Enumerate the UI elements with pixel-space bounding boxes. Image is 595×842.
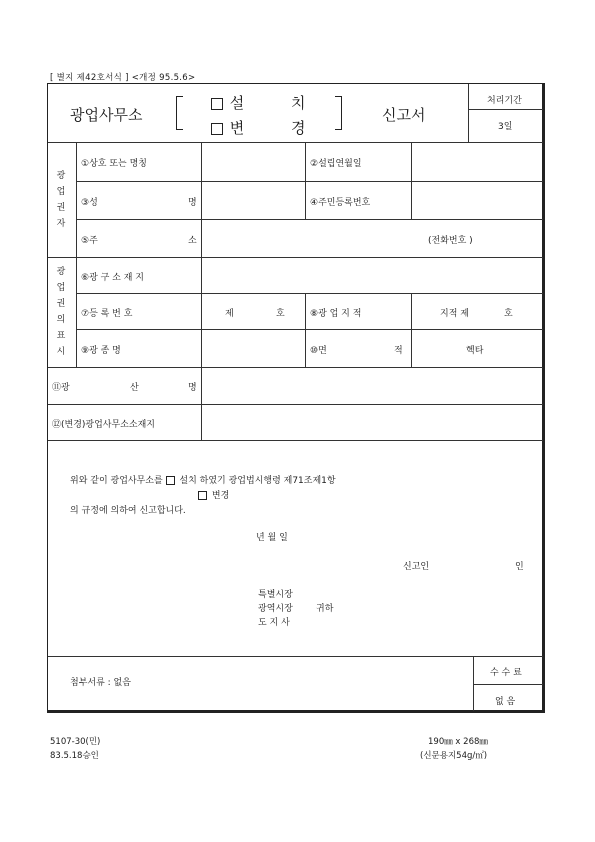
size-label-a: ⑩면: [310, 346, 327, 356]
name-label: ①상호 또는 명칭: [81, 159, 147, 169]
row-divider: [48, 440, 543, 441]
left-bracket: [176, 96, 183, 130]
mid-col-line: [305, 293, 306, 367]
section-display-label: [54, 264, 68, 360]
change-char1: 변: [229, 119, 245, 137]
change-option: [211, 117, 244, 138]
seal-label: 인: [515, 562, 524, 572]
person-label-b: 명: [188, 198, 197, 208]
footer-code: 5107-30(민): [50, 737, 101, 747]
report-title: 신고서: [382, 106, 426, 124]
section-char: 권: [56, 203, 66, 213]
install-char2: 치: [291, 94, 306, 112]
size-label-b: 적: [394, 346, 403, 356]
declaration-line1: [70, 473, 336, 486]
row-divider: [76, 181, 543, 182]
person-label-a: ③성: [81, 198, 98, 208]
reg-value-b: 호: [276, 309, 285, 319]
mine-label-a: ⑪광: [52, 383, 70, 393]
section-holder-label: [54, 168, 68, 232]
footer-size: 190㎜ x 268㎜: [428, 737, 488, 747]
id-label: ④주민등록번호: [310, 198, 371, 208]
period-label: 처리기간: [487, 96, 522, 106]
section-char: 광: [56, 171, 66, 181]
value-col-line: [201, 257, 202, 440]
declaration-text: 변경: [211, 491, 230, 501]
attachments-label: 첨부서류 : 없음: [70, 678, 131, 688]
section-char: 권: [56, 299, 66, 309]
period-value: 3일: [498, 122, 513, 132]
declaration-text: 위와 같이 광업사무소를: [70, 476, 163, 486]
office-addr-label: ⑫(변경)광업사무소소재지: [52, 420, 155, 430]
declaration-line3: 의 규정에 의하여 신고합니다.: [70, 506, 186, 516]
row-divider: [76, 329, 543, 330]
phone-label: (전화번호 ): [428, 236, 473, 246]
fee-divider: [473, 684, 543, 685]
section-divider: [48, 367, 543, 368]
declaration-line2: [198, 488, 229, 501]
change-checkbox[interactable]: [211, 123, 223, 135]
row-divider: [48, 404, 543, 405]
section-char: 의: [56, 315, 66, 325]
install-option: [211, 92, 244, 113]
fee-label: 수 수 료: [490, 668, 522, 678]
office-title: 광업사무소: [70, 106, 143, 124]
row-divider: [48, 656, 543, 657]
period-left-line: [468, 84, 469, 142]
section-char: 업: [56, 283, 66, 293]
area-value-a: 지적 제: [440, 309, 469, 319]
value-col-line: [201, 219, 202, 257]
section-divider: [48, 257, 543, 258]
fee-value: 없 음: [495, 697, 516, 707]
area-label: ⑧광 업 지 적: [310, 309, 362, 319]
reporter-label: 신고인: [403, 562, 430, 572]
section-char: 업: [56, 187, 66, 197]
size-value: 헥타: [466, 346, 484, 356]
period-divider: [468, 109, 543, 110]
install-checkbox-small[interactable]: [166, 476, 175, 485]
form-caption: [ 별지 제42호서식 ] <개정 95.5.6>: [50, 73, 196, 83]
section-char: 시: [56, 347, 66, 357]
addr-label-a: ⑤주: [81, 236, 98, 246]
row-divider: [76, 219, 543, 220]
footer-approval: 83.5.18승인: [50, 751, 99, 761]
reg-value-a: 제: [225, 309, 234, 319]
right-col-line: [411, 293, 412, 367]
section-char: 자: [56, 219, 66, 229]
declaration-text: 설치 하였기 광업법시행령 제71조제1항: [179, 476, 336, 486]
change-char2: 경: [291, 119, 306, 137]
header-divider: [48, 142, 543, 143]
mine-label-b: 산: [130, 383, 139, 393]
report-form: [47, 83, 545, 713]
footer-paper: (신문용지54g/㎡): [420, 751, 488, 761]
date-line: 년 월 일: [256, 533, 288, 543]
right-bracket: [335, 96, 342, 130]
mine-label-c: 명: [188, 383, 197, 393]
recipient2: 광역시장: [258, 604, 293, 614]
area-value-b: 호: [504, 309, 513, 319]
label-col-line: [76, 142, 77, 367]
section-char: 표: [56, 331, 66, 341]
row-divider: [76, 293, 543, 294]
right-col-line: [411, 142, 412, 219]
value-col-line: [201, 142, 202, 219]
mid-col-line: [305, 142, 306, 219]
recipient1: 특별시장: [258, 590, 293, 600]
change-checkbox-small[interactable]: [198, 491, 207, 500]
location-label: ⑥광 구 소 재 지: [81, 273, 144, 283]
recipient-suffix: 귀하: [316, 604, 334, 614]
addr-label-b: 소: [188, 236, 197, 246]
reg-label: ⑦등 록 번 호: [81, 309, 133, 319]
section-char: 광: [56, 267, 66, 277]
mineral-label: ⑨광 종 명: [81, 346, 121, 356]
recipient3: 도 지 사: [258, 618, 290, 628]
fee-left-line: [473, 656, 474, 711]
install-checkbox[interactable]: [211, 98, 223, 110]
install-char1: 설: [229, 94, 245, 112]
est-date-label: ②설립연월일: [310, 159, 362, 169]
